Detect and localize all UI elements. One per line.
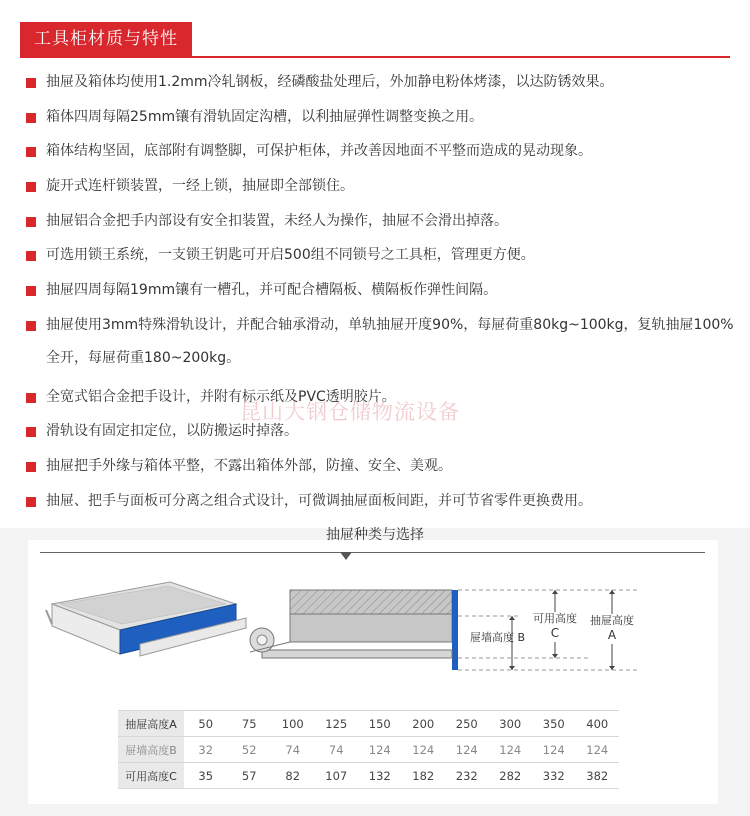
feature-item [26, 489, 736, 514]
table-cell: 124 [542, 742, 565, 757]
table-cell: 107 [325, 768, 348, 783]
bullet-square-icon [26, 321, 36, 331]
table-cell: 282 [499, 768, 522, 783]
feature-text: 抽屉把手外缘与箱体平整，不露出箱体外部，防撞、安全、美观。 [46, 457, 452, 474]
table-cell: 182 [412, 768, 435, 783]
bullet-square-icon [26, 113, 36, 123]
table-cell: 382 [586, 768, 609, 783]
table-cell: 124 [412, 742, 435, 757]
section-divider [40, 552, 705, 553]
bullet-square-icon [26, 286, 36, 296]
row-label: 抽屉高度A [118, 711, 184, 737]
table-cell: 57 [241, 768, 257, 783]
feature-text: 抽屉及箱体均使用1.2mm冷轧钢板，经磷酸盐处理后，外加静电粉体烤漆，以达防锈效果。 [46, 74, 614, 90]
feature-text: 抽屉、把手与面板可分离之组合式设计，可微调抽屉面板间距，并可节省零件更换费用。 [46, 492, 592, 509]
feature-text: 全宽式铝合金把手设计，并附有标示纸及PVC透明胶片。 [46, 388, 396, 405]
table-cell: 124 [368, 742, 391, 757]
table-cell: 132 [368, 768, 391, 783]
bullet-square-icon [26, 427, 36, 437]
table-cell: 52 [241, 742, 257, 757]
feature-item [26, 309, 736, 375]
watermark: 昆山大钢仓储物流设备 [240, 400, 460, 424]
label-drawer-height-a: 抽屉高度 [590, 614, 634, 627]
feature-text: 抽屉铝合金把手内部设有安全扣装置，未经人为操作，抽屉不会滑出掉落。 [46, 212, 508, 229]
table-row-usable-height [118, 763, 619, 789]
row-label: 屉墙高度B [118, 737, 184, 763]
table-cell: 400 [586, 716, 609, 731]
label-drawer-height-a-letter: A [607, 628, 617, 642]
table-cell: 75 [241, 716, 257, 731]
drawer-diagram [0, 560, 750, 710]
feature-text: 可选用锁王系统，一支锁王钥匙可开启500组不同锁号之工具柜，管理更方便。 [46, 247, 535, 264]
table-cell: 232 [455, 768, 478, 783]
section-header-tag: 工具柜材质与特性 [20, 22, 192, 56]
feature-item [26, 454, 736, 479]
table-cell: 32 [198, 742, 214, 757]
table-cell: 74 [285, 742, 301, 757]
feature-item [26, 278, 736, 303]
feature-text: 箱体结构坚固，底部附有调整脚，可保护柜体，并改善因地面不平整而造成的晃动现象。 [46, 143, 592, 160]
drawer-3d-illustration [46, 582, 246, 656]
label-usable-height-c: 可用高度 [533, 612, 577, 625]
table-cell: 74 [328, 742, 344, 757]
feature-item [26, 243, 736, 268]
bullet-square-icon [26, 393, 36, 403]
table-cell: 35 [198, 768, 214, 783]
table-cell: 82 [285, 768, 301, 783]
bullet-square-icon [26, 462, 36, 472]
feature-text: 抽屉使用3mm特殊滑轨设计，并配合轴承滑动，单轨抽屉开度90%，每屉荷重80kg~100kg，复轨抽屉100%全开，每屉荷重180~200kg。 [46, 316, 734, 366]
feature-list [26, 70, 736, 523]
triangle-down-icon [340, 552, 352, 560]
feature-text: 滑轨设有固定扣定位，以防搬运时掉落。 [46, 423, 298, 440]
table-cell: 100 [281, 716, 304, 731]
table-cell: 332 [542, 768, 565, 783]
bullet-square-icon [26, 217, 36, 227]
row-label: 可用高度C [118, 763, 184, 789]
table-cell: 150 [368, 716, 391, 731]
bullet-square-icon [26, 182, 36, 192]
feature-text: 箱体四周每隔25mm镶有滑轨固定沟槽，以利抽屉弹性调整变换之用。 [46, 108, 484, 125]
table-cell: 350 [542, 716, 565, 731]
bullet-square-icon [26, 78, 36, 88]
feature-item [26, 105, 736, 130]
bullet-square-icon [26, 147, 36, 157]
feature-text: 抽屉四周每隔19mm镶有一槽孔，并可配合槽隔板、横隔板作弹性间隔。 [46, 282, 498, 299]
table-row-wall-height [118, 737, 619, 763]
table-cell: 124 [586, 742, 609, 757]
feature-item [26, 174, 736, 199]
section-title: 抽屉种类与选择 [326, 527, 424, 543]
label-wall-height-b: 屉墙高度 B [470, 631, 526, 644]
table-cell: 50 [198, 716, 214, 731]
table-cell: 124 [499, 742, 522, 757]
feature-item [26, 139, 736, 164]
drawer-cross-section [250, 590, 458, 670]
feature-item [26, 209, 736, 234]
table-cell: 125 [325, 716, 348, 731]
table-cell: 124 [455, 742, 478, 757]
table-cell: 200 [412, 716, 435, 731]
feature-text: 旋开式连杆锁装置，一经上锁，抽屉即全部锁住。 [46, 178, 354, 195]
feature-item [26, 70, 736, 95]
table-cell: 300 [499, 716, 522, 731]
table-row-drawer-height [118, 711, 619, 737]
drawer-spec-table [118, 710, 619, 789]
header-divider [20, 56, 730, 58]
bullet-square-icon [26, 497, 36, 507]
bullet-square-icon [26, 251, 36, 261]
table-cell: 250 [455, 716, 478, 731]
label-usable-height-c-letter: C [550, 626, 560, 640]
